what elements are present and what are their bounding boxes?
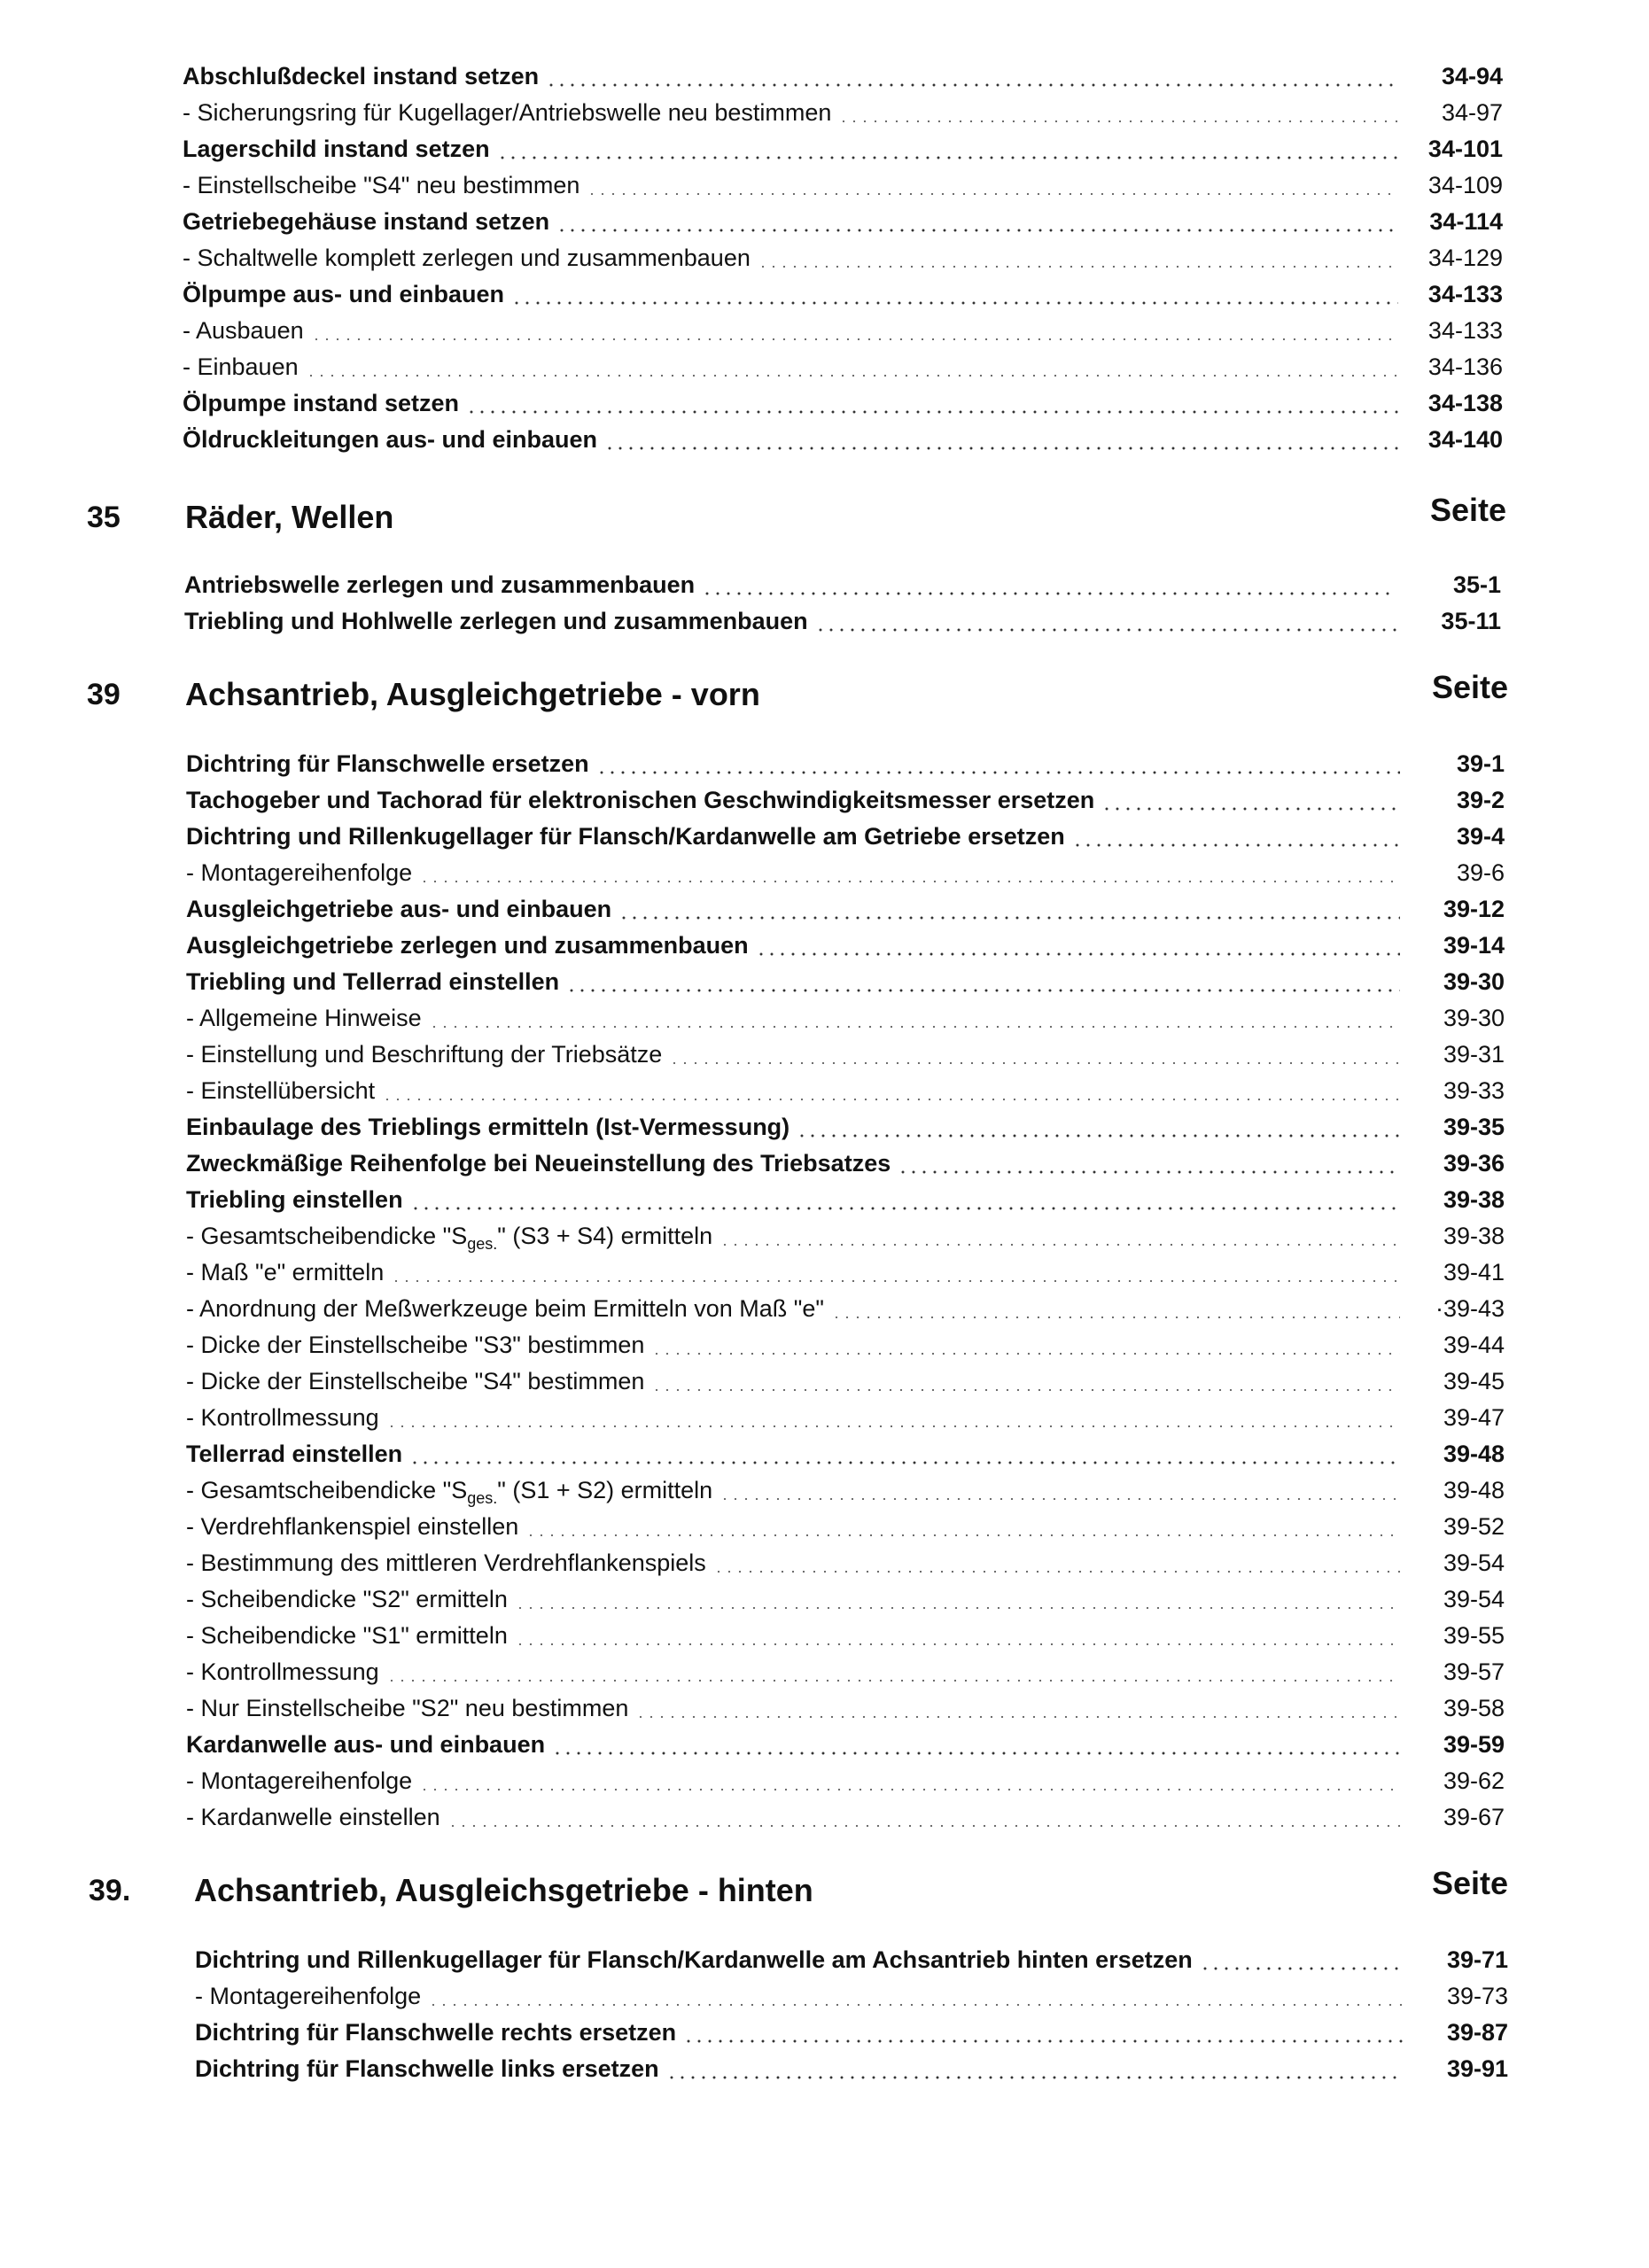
toc-entry-title: Lagerschild instand setzen: [183, 136, 495, 162]
section-35-heading: [87, 493, 1506, 542]
toc-entry-title: Antriebswelle zerlegen und zusammenbauen: [184, 571, 700, 598]
toc-entry-title: - Montagereihenfolge: [195, 1983, 426, 2009]
section-39-rear-heading: [89, 1866, 1508, 1915]
section-39-rear-entries: [195, 1942, 1508, 2087]
dot-leader: [651, 1352, 1400, 1355]
toc-entry-title: Dichtring und Rillenkugellager für Flansch/Kardanwelle am Achsantrieb hinten ersetzen: [195, 1946, 1198, 1973]
toc-entry-title: - Einstellscheibe "S4" neu bestimmen: [183, 172, 585, 198]
entry-text-part: - Gesamtscheibendicke "S: [186, 1477, 468, 1503]
dot-leader: [669, 1061, 1400, 1065]
toc-entry-title: Ausgleichgetriebe zerlegen und zusammenbauen: [186, 932, 754, 959]
page-column-header: Seite: [1431, 1865, 1508, 1901]
page-reference: 34-138: [1405, 385, 1503, 422]
toc-subentry: [186, 1363, 1505, 1400]
section-39-front-heading: [87, 670, 1508, 719]
toc-entry-title: - Kontrollmessung: [186, 1404, 385, 1431]
page-reference: 39-59: [1407, 1727, 1505, 1763]
toc-entry-title: Abschlußdeckel instand setzen: [183, 63, 544, 89]
dot-leader: [635, 1715, 1400, 1719]
toc-subentry: [186, 1654, 1505, 1690]
dot-leader: [1200, 1967, 1404, 1970]
toc-entry-title: Dichtring für Flanschwelle ersetzen: [186, 750, 595, 777]
toc-entry: [186, 1109, 1505, 1146]
page-reference: 39-57: [1407, 1654, 1505, 1690]
dot-leader: [683, 2039, 1404, 2043]
toc-entry-title: - Sicherungsring für Kugellager/Antriebswelle neu bestimmen: [183, 99, 836, 126]
toc-entry-title: Dichtring und Rillenkugellager für Flansch/Kardanwelle am Getriebe ersetzen: [186, 823, 1070, 850]
toc-entry: [186, 1146, 1505, 1182]
dot-leader: [756, 952, 1400, 956]
dot-leader: [838, 120, 1398, 123]
page-column-header: Seite: [1429, 492, 1506, 528]
page-reference: 39-47: [1407, 1400, 1505, 1436]
entry-text-part: - Gesamtscheibendicke "S: [186, 1223, 468, 1249]
toc-subentry: [186, 1327, 1505, 1363]
page-reference: 34-94: [1405, 58, 1503, 95]
page-reference: 35-1: [1404, 567, 1501, 603]
dot-leader: [587, 192, 1398, 196]
dot-leader: [546, 83, 1398, 87]
section-title: Räder, Wellen: [185, 499, 394, 535]
toc-subentry: [186, 1291, 1505, 1327]
toc-entry: [186, 782, 1505, 819]
toc-subentry: [186, 1618, 1505, 1654]
dot-leader: [651, 1388, 1400, 1392]
toc-entry-title: Triebling und Hohlwelle zerlegen und zusammenbauen: [184, 608, 813, 634]
dot-leader: [382, 1098, 1400, 1101]
toc-entry: [183, 131, 1503, 167]
toc-subentry: [186, 1545, 1505, 1581]
page-reference: 39-44: [1407, 1327, 1505, 1363]
toc-entry-title: - Dicke der Einstellscheibe "S4" bestimmen: [186, 1368, 649, 1394]
subscript: ges.: [467, 1235, 498, 1253]
page-reference: 35-11: [1404, 603, 1501, 640]
toc-entry-title: - Maß "e" ermitteln: [186, 1259, 389, 1285]
page-reference: 39-6: [1407, 855, 1505, 891]
toc-entry: [186, 964, 1505, 1000]
dot-leader: [525, 1534, 1400, 1537]
toc-subentry: [186, 1218, 1505, 1254]
toc-subentry: [186, 1400, 1505, 1436]
page-reference: 34-133: [1405, 276, 1503, 313]
dot-leader: [556, 229, 1398, 232]
toc-entry-title: - Kardanwelle einstellen: [186, 1804, 446, 1830]
page-reference: 34-129: [1405, 240, 1503, 276]
dot-leader: [1101, 807, 1400, 811]
page-reference: 34-133: [1405, 313, 1503, 349]
toc-entry-title: - Kontrollmessung: [186, 1658, 385, 1685]
page-reference: 39-33: [1407, 1073, 1505, 1109]
dot-leader: [719, 1497, 1400, 1501]
toc-subentry: [183, 240, 1503, 276]
toc-subentry: [186, 1581, 1505, 1618]
toc-entry: [183, 422, 1503, 458]
dot-leader: [466, 410, 1398, 414]
page-reference: 39-36: [1407, 1146, 1505, 1182]
page-reference: 39-54: [1407, 1545, 1505, 1581]
toc-entry: [183, 58, 1503, 95]
toc-entry: [195, 2051, 1508, 2087]
toc-entry: [186, 746, 1505, 782]
toc-subentry: [186, 855, 1505, 891]
toc-subentry: [183, 313, 1503, 349]
toc-entry-title: Ausgleichgetriebe aus- und einbauen: [186, 896, 617, 922]
page-reference: ·39-43: [1407, 1291, 1505, 1327]
toc-entry: [186, 1182, 1505, 1218]
toc-entry-title: - Dicke der Einstellscheibe "S3" bestimmen: [186, 1332, 649, 1358]
dot-leader: [391, 1279, 1400, 1283]
dot-leader: [386, 1425, 1400, 1428]
page-reference: 39-38: [1407, 1182, 1505, 1218]
toc-entry: [186, 1436, 1505, 1472]
toc-entry-title: - Anordnung der Meßwerkzeuge beim Ermitteln von Maß "e": [186, 1295, 829, 1322]
toc-subentry: [186, 1472, 1505, 1509]
page-reference: 39-54: [1407, 1581, 1505, 1618]
toc-entry-title: - Nur Einstellscheibe "S2" neu bestimmen: [186, 1695, 634, 1721]
dot-leader: [797, 1134, 1400, 1138]
toc-subentry: [195, 1978, 1508, 2015]
toc-entry-title: - Allgemeine Hinweise: [186, 1005, 427, 1031]
dot-leader: [898, 1170, 1400, 1174]
section-title: Achsantrieb, Ausgleichgetriebe - vorn: [185, 676, 760, 712]
toc-entry-title: Getriebegehäuse instand setzen: [183, 208, 555, 235]
toc-entry-title: Öldruckleitungen aus- und einbauen: [183, 426, 603, 453]
toc-entry: [186, 1727, 1505, 1763]
toc-subentry: [186, 1799, 1505, 1836]
dot-leader: [447, 1824, 1400, 1828]
page-reference: 39-55: [1407, 1618, 1505, 1654]
toc-entry-title: Einbaulage des Trieblings ermitteln (Ist-Vermessung): [186, 1114, 795, 1140]
page-reference: 39-87: [1411, 2015, 1508, 2051]
toc-subentry: [183, 349, 1503, 385]
dot-leader: [428, 2003, 1404, 2007]
page-reference: 39-62: [1407, 1763, 1505, 1799]
section-35-entries: [184, 567, 1501, 640]
entry-text-part: " (S1 + S2) ermitteln: [497, 1477, 713, 1503]
dot-leader: [719, 1243, 1400, 1247]
toc-entry-title: - Scheibendicke "S1" ermitteln: [186, 1622, 513, 1649]
toc-entry-title: [186, 1223, 718, 1253]
toc-entry-title: - Montagereihenfolge: [186, 859, 417, 886]
dot-leader: [419, 1788, 1400, 1791]
dot-leader: [419, 880, 1400, 883]
toc-entry-title: - Einbauen: [183, 353, 304, 380]
page-reference: 39-41: [1407, 1254, 1505, 1291]
page-reference: 39-48: [1407, 1472, 1505, 1509]
toc-entry-title: - Ausbauen: [183, 317, 309, 344]
toc-entry: [183, 204, 1503, 240]
subscript: ges.: [467, 1489, 498, 1507]
page-reference: 34-109: [1405, 167, 1503, 204]
dot-leader: [429, 1025, 1400, 1029]
dot-leader: [666, 2076, 1404, 2079]
page-reference: 39-31: [1407, 1037, 1505, 1073]
dot-leader: [702, 592, 1396, 595]
dot-leader: [604, 447, 1398, 450]
dot-leader: [596, 771, 1400, 774]
dot-leader: [306, 374, 1398, 377]
page-reference: 34-136: [1405, 349, 1503, 385]
toc-subentry: [183, 95, 1503, 131]
toc-entry-title: Triebling einstellen: [186, 1186, 408, 1213]
section-number: 35: [87, 501, 121, 534]
page-reference: 39-1: [1407, 746, 1505, 782]
toc-subentry: [183, 167, 1503, 204]
page-reference: 39-30: [1407, 1000, 1505, 1037]
toc-entry-title: Dichtring für Flanschwelle links ersetzen: [195, 2055, 665, 2082]
toc-entry-title: Ölpumpe instand setzen: [183, 390, 464, 416]
page-reference: 39-4: [1407, 819, 1505, 855]
toc-entry: [183, 276, 1503, 313]
toc-entry-title: - Montagereihenfolge: [186, 1767, 417, 1794]
toc-entry-title: Triebling und Tellerrad einstellen: [186, 968, 564, 995]
toc-entry-title: Tellerrad einstellen: [186, 1441, 408, 1467]
toc-entry-title: - Scheibendicke "S2" ermitteln: [186, 1586, 513, 1612]
toc-subentry: [186, 1690, 1505, 1727]
dot-leader: [713, 1570, 1400, 1573]
toc-subentry: [186, 1509, 1505, 1545]
page-reference: 34-140: [1405, 422, 1503, 458]
dot-leader: [497, 156, 1398, 159]
toc-entry: [186, 819, 1505, 855]
toc-entry: [195, 2015, 1508, 2051]
dot-leader: [311, 338, 1398, 341]
toc-entry-title: Dichtring für Flanschwelle rechts ersetzen: [195, 2019, 681, 2046]
toc-entry-title: - Schaltwelle komplett zerlegen und zusammenbauen: [183, 245, 756, 271]
page-reference: 39-52: [1407, 1509, 1505, 1545]
page-reference: 39-35: [1407, 1109, 1505, 1146]
toc-subentry: [186, 1254, 1505, 1291]
dot-leader: [552, 1751, 1400, 1755]
dot-leader: [831, 1316, 1400, 1319]
dot-leader: [410, 1207, 1400, 1210]
dot-leader: [409, 1461, 1400, 1464]
dot-leader: [515, 1643, 1400, 1646]
dot-leader: [386, 1679, 1400, 1682]
section-39-front-entries: [186, 746, 1505, 1836]
page-reference: 39-67: [1407, 1799, 1505, 1836]
page-reference: 39-45: [1407, 1363, 1505, 1400]
toc-entry: [195, 1942, 1508, 1978]
toc-entry-title: - Bestimmung des mittleren Verdrehflankenspiels: [186, 1550, 712, 1576]
dot-leader: [566, 989, 1400, 992]
toc-entry-title: - Verdrehflankenspiel einstellen: [186, 1513, 524, 1540]
toc-entry: [183, 385, 1503, 422]
toc-entry: [184, 567, 1501, 603]
section-title: Achsantrieb, Ausgleichsgetriebe - hinten: [194, 1872, 813, 1908]
page-reference: 39-30: [1407, 964, 1505, 1000]
toc-entry-title: - Einstellung und Beschriftung der Triebsätze: [186, 1041, 667, 1068]
page-reference: 39-73: [1411, 1978, 1508, 2015]
toc-subentry: [186, 1763, 1505, 1799]
page-reference: 39-58: [1407, 1690, 1505, 1727]
toc-subentry: [186, 1037, 1505, 1073]
page-reference: 39-14: [1407, 928, 1505, 964]
dot-leader: [618, 916, 1400, 920]
toc-entry: [186, 891, 1505, 928]
section-34-entries: [183, 58, 1503, 458]
dot-leader: [515, 1606, 1400, 1610]
toc-entry: [184, 603, 1501, 640]
page-reference: 39-71: [1411, 1942, 1508, 1978]
dot-leader: [758, 265, 1398, 268]
page-reference: 39-91: [1411, 2051, 1508, 2087]
page-reference: 39-48: [1407, 1436, 1505, 1472]
page-reference: 39-2: [1407, 782, 1505, 819]
page-reference: 34-114: [1405, 204, 1503, 240]
page-reference: 39-38: [1407, 1218, 1505, 1254]
page-reference: 34-97: [1405, 95, 1503, 131]
toc-entry-title: Tachogeber und Tachorad für elektronischen Geschwindigkeitsmesser ersetzen: [186, 787, 1100, 813]
section-number: 39.: [89, 1874, 131, 1907]
section-number: 39: [87, 678, 121, 711]
toc-entry-title: Zweckmäßige Reihenfolge bei Neueinstellung des Triebsatzes: [186, 1150, 896, 1177]
toc-entry-title: Ölpumpe aus- und einbauen: [183, 281, 509, 307]
toc-entry-title: Kardanwelle aus- und einbauen: [186, 1731, 550, 1758]
dot-leader: [815, 628, 1396, 632]
dot-leader: [511, 301, 1398, 305]
entry-text-part: " (S3 + S4) ermitteln: [497, 1223, 713, 1249]
toc-subentry: [186, 1073, 1505, 1109]
toc-entry: [186, 928, 1505, 964]
toc-entry-title: - Einstellübersicht: [186, 1077, 380, 1104]
page-reference: 39-12: [1407, 891, 1505, 928]
dot-leader: [1072, 843, 1400, 847]
page-reference: 34-101: [1405, 131, 1503, 167]
toc-entry-title: [186, 1477, 718, 1507]
page-column-header: Seite: [1431, 669, 1508, 705]
toc-subentry: [186, 1000, 1505, 1037]
